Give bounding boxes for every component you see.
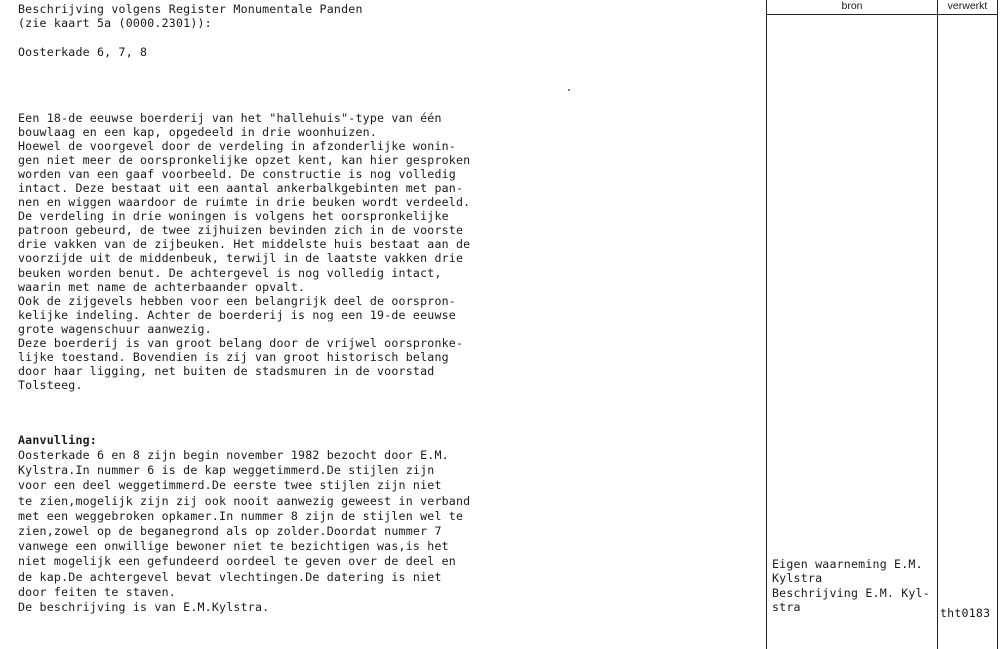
document-subtitle: (zie kaart 5a (0000.2301)): <box>18 16 212 30</box>
table-border-middle <box>937 0 938 649</box>
aanvulling-heading: Aanvulling: <box>18 433 97 447</box>
stray-mark <box>568 89 570 91</box>
column-header-verwerkt: verwerkt <box>947 0 988 12</box>
address-line: Oosterkade 6, 7, 8 <box>18 45 148 59</box>
table-border-right <box>997 0 998 649</box>
table-header-divider <box>766 14 998 15</box>
document-title: Beschrijving volgens Register Monumentale Panden <box>18 2 363 16</box>
monument-description: Een 18-de eeuwse boerderij van het "hallehuis"-type van één bouwlaag en een kap, opgedeeld in drie woonhuizen. Hoewel de voorgevel door de verdeling in afzonderlijke wonin- gen niet meer de oorspronkelijke opzet kent, kan hier gesproken worden van een gaaf voorbeeld. De constructie is nog volledig intact. Deze bestaat uit een aantal ankerbalkgebinten met pan- nen en wiggen waardoor de ruimte in drie beuken wordt verdeeld. De verdeling in drie woningen is volgens het oorspronkelijke patroon gebeurd, de twee zijhuizen bevinden zich in de voorste drie vakken van de zijbeuken. Het middelste huis bestaat aan de voorzijde uit de middenbeuk, terwijl in de laatste vakken drie beuken worden benut. De achtergevel is nog volledig intact, waarin met name de achterbaander opvalt. Ook de zijgevels hebben voor een belangrijk deel de oorspron- kelijke indeling. Achter de boerderij is nog een 19-de eeuwse grote wagenschuur aanwezig. Deze boerderij is van groot belang door de vrijwel oorspronke- lijke toestand. Bovendien is zij van groot historisch belang door haar ligging, net buiten de stadsmuren in de voorstad Tolsteeg. <box>18 111 471 392</box>
aanvulling-text: Oosterkade 6 en 8 zijn begin november 1982 bezocht door E.M. Kylstra.In nummer 6 is de kap weggetimmerd.De stijlen zijn voor een deel weggetimmerd.De eerste twee stijlen zijn niet te zien,mogelijk zijn zij ook nooit aanwezig geweest in verband met een weggebroken opkamer.In nummer 8 zijn de stijlen wel te zien,zowel op de beganegrond als op zolder.Doordat nummer 7 vanwege een onwillige bewoner niet te bezichtigen was,is het niet mogelijk een gefundeerd oordeel te geven over de deel en de kap.De achtergevel bevat vlechtingen.De datering is niet door feiten te staven. De beschrijving is van E.M.Kylstra. <box>18 448 471 615</box>
table-border-left <box>766 0 767 649</box>
bron-cell: Eigen waarneming E.M. Kylstra Beschrijving E.M. Kyl- stra <box>772 557 930 614</box>
column-header-bron: bron <box>841 0 863 12</box>
verwerkt-cell: tht0183 <box>940 606 991 620</box>
source-table <box>766 0 998 649</box>
document-body <box>18 2 758 615</box>
